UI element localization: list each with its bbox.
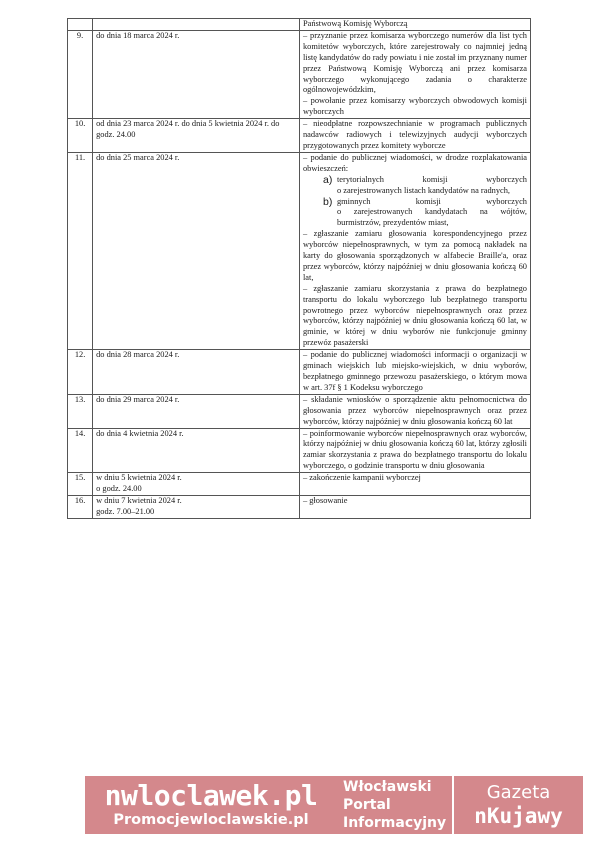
- date-line: do dnia 29 marca 2024 r.: [96, 394, 180, 404]
- content-cell: [299, 152, 530, 349]
- content-paragraph: – zgłaszanie zamiaru głosowania korespondencyjnego przez wyborców niepełnosprawnych, w tym za pomocą nakładek na karty do głosowania sporządzonych w alfabecie Braille'a, oraz przez wyborców, którzy najpóźniej w dniu głosowania kończą 60 lat,: [302, 229, 527, 282]
- content-cell: [299, 495, 530, 518]
- sub-item-letter: a): [322, 173, 333, 186]
- date-line: o godz. 24.00: [96, 484, 142, 494]
- content-paragraph: – powołanie przez komisarzy wyborczych obwodowych komisji wyborczych: [302, 96, 527, 117]
- table-row: [68, 428, 531, 473]
- sub-item-first-line: terytorialnych komisji wyborczych: [336, 174, 527, 184]
- banner-left: [85, 776, 337, 834]
- content-paragraph: – nieodpłatne rozpowszechnianie w programach publicznych nadawców radiowych i telewizyjnych audycji wyborczych przygotowanych przez komitety wyborcze: [302, 119, 527, 150]
- sub-item-letter: b): [322, 195, 333, 208]
- date-cell: [93, 495, 300, 518]
- portal-line-3: Informacyjny: [343, 815, 447, 831]
- gazeta-label: Gazeta: [486, 782, 551, 803]
- promo-logo-text[interactable]: Promocjewloclawskie.pl: [113, 812, 309, 828]
- date-line: do dnia 18 marca 2024 r.: [96, 30, 180, 40]
- content-cell: [299, 473, 530, 496]
- sub-item: [303, 175, 527, 197]
- date-cell: [93, 473, 300, 496]
- sub-item-rest: o zarejestrowanych kandydatach na wójtów, burmistrzów, prezydentów miast,: [336, 207, 527, 228]
- date-cell: [93, 394, 300, 428]
- content-cell: [299, 119, 530, 153]
- row-number: 9.: [68, 30, 93, 118]
- date-line: godz. 7.00–21.00: [96, 506, 155, 516]
- site-logo-text[interactable]: nwloclawek.pl: [104, 779, 318, 812]
- date-line: w dniu 5 kwietnia 2024 r.: [96, 473, 182, 483]
- row-number: 13.: [68, 394, 93, 428]
- banner-portal: [337, 776, 452, 834]
- table-row: [68, 394, 531, 428]
- row-number: 14.: [68, 428, 93, 473]
- table-row: [68, 19, 531, 31]
- row-number: 16.: [68, 495, 93, 518]
- row-number: 11.: [68, 152, 93, 349]
- portal-line-2: Portal: [343, 797, 391, 813]
- table-row: [68, 350, 531, 395]
- table-row: [68, 495, 531, 518]
- table-row: [68, 30, 531, 118]
- sub-item-text: [337, 197, 527, 230]
- content-paragraph: – zgłaszanie zamiaru skorzystania z prawa do bezpłatnego transportu do lokalu wyborczego lub bezpłatnego transportu powrotnego przez wyborców niepełnosprawnych oraz przez wyborców, którzy najpóźniej w dniu głosowania kończą 60 lat, w gminie, w której w dniu wyborów nie funkcjonuje gminny przewóz pasażerski: [302, 283, 527, 348]
- content-paragraph: – przyznanie przez komisarza wyborczego numerów dla list tych komitetów wyborczych, które zarejestrowały co najmniej jedną listę kandydatów do rady powiatu i nie został im przyznany numer przez Państwową Komisję Wyborczą ani przez komisarza wyborczego wykonującego zadania o charakterze ogólnowojewódzkim,: [302, 30, 527, 95]
- kujawy-label: nKujawy: [474, 804, 563, 828]
- sub-item: [303, 197, 527, 230]
- footer-banner: [85, 776, 583, 834]
- content-cell: [299, 350, 530, 395]
- document-page: [67, 18, 531, 519]
- content-paragraph: – zakończenie kampanii wyborczej: [302, 473, 421, 483]
- date-line: w dniu 7 kwietnia 2024 r.: [96, 495, 182, 505]
- date-line: do dnia 4 kwietnia 2024 r.: [96, 428, 184, 438]
- content-cell: [299, 30, 530, 118]
- date-cell: [93, 428, 300, 473]
- table-row: [68, 152, 531, 349]
- election-calendar-table: [67, 18, 531, 519]
- sub-item-text: [337, 175, 527, 197]
- date-cell: [93, 152, 300, 349]
- portal-line-1: Włocławski: [343, 779, 432, 795]
- date-cell: [93, 350, 300, 395]
- row-number: 15.: [68, 473, 93, 496]
- date-line: do dnia 25 marca 2024 r.: [96, 152, 180, 162]
- date-line: do dnia 28 marca 2024 r.: [96, 350, 180, 360]
- banner-gazeta[interactable]: [454, 776, 583, 834]
- table-row: [68, 119, 531, 153]
- sub-item-first-line: gminnych komisji wyborczych: [336, 196, 527, 206]
- row-number: 10.: [68, 119, 93, 153]
- table-row: [68, 473, 531, 496]
- sub-item-rest: o zarejestrowanych listach kandydatów na radnych,: [336, 185, 511, 195]
- content-paragraph: – głosowanie: [302, 495, 348, 505]
- content-paragraph: – poinformowanie wyborców niepełnosprawnych oraz wyborców, którzy najpóźniej w dniu głosowania kończą 60 lat, którzy zgłosili zamiar skorzystania z prawa do bezpłatnego transportu do lokalu wyborczego, o godzinie transportu w dniu głosowania: [302, 428, 527, 471]
- date-cell: [93, 30, 300, 118]
- content-cell: [299, 428, 530, 473]
- continued-cell: Państwową Komisję Wyborczą: [299, 19, 530, 31]
- content-paragraph: – składanie wniosków o sporządzenie aktu pełnomocnictwa do głosowania przez wyborców niepełnosprawnych oraz przez wyborców, którzy najpóźniej w dniu głosowania kończą 60 lat: [302, 394, 527, 426]
- date-cell: [93, 119, 300, 153]
- content-paragraph: – podanie do publicznej wiadomości informacji o organizacji w gminach wiejskich lub miejsko-wiejskich, w dniu wyborów, bezpłatnego gminnego przewozu pasażerskiego, o którym mowa w art. 37f § 1 Kodeksu wyborczego: [302, 350, 527, 392]
- date-line: od dnia 23 marca 2024 r. do dnia 5 kwietnia 2024 r. do godz. 24.00: [96, 119, 280, 140]
- content-paragraph: – podanie do publicznej wiadomości, w drodze rozplakatowania obwieszczeń:: [302, 152, 527, 173]
- content-cell: [299, 394, 530, 428]
- row-number: 12.: [68, 350, 93, 395]
